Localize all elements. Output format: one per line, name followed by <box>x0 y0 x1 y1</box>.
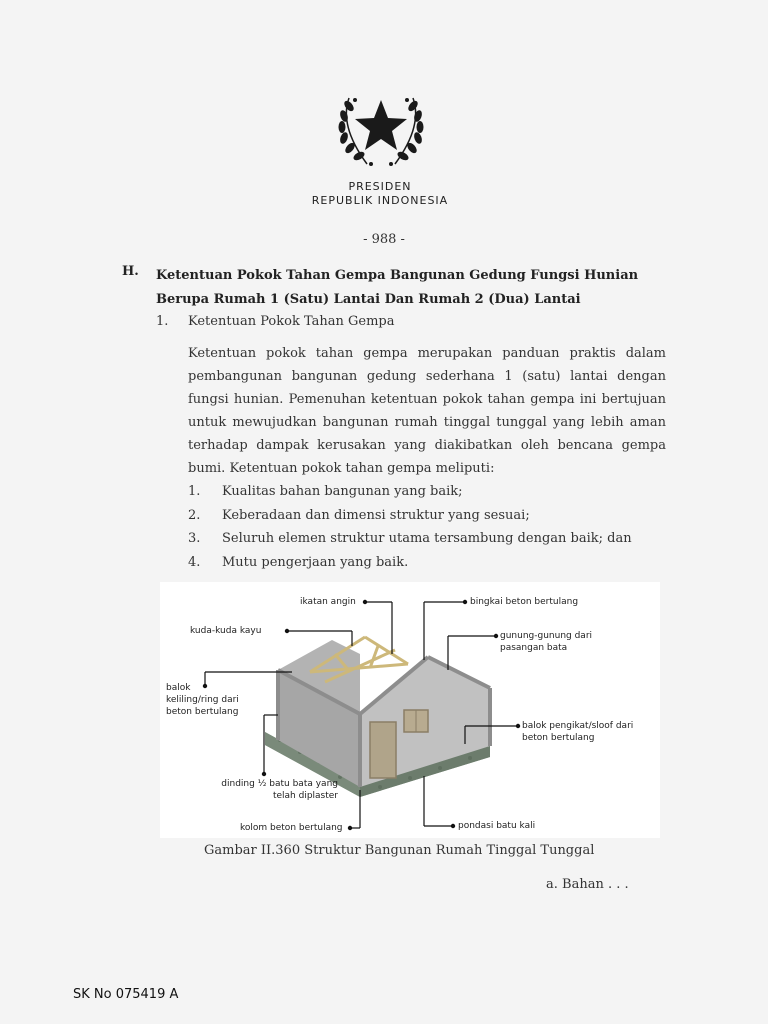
section-letter: H. <box>122 264 139 279</box>
list-item-text: Kualitas bahan bangunan yang baik; <box>222 484 463 499</box>
label-dinding-line-2: telah diplaster <box>272 791 338 801</box>
house-structure-figure <box>160 582 660 838</box>
list-item <box>188 551 668 575</box>
label-balok-keliling <box>166 682 239 718</box>
label-balok-line-1: balok <box>166 683 191 693</box>
label-balok-line-3: beton bertulang <box>166 707 239 717</box>
label-dinding-line-1: dinding ½ batu bata yang <box>221 779 338 789</box>
label-ikatan-angin: ikatan angin <box>300 597 356 607</box>
label-gunung-line-2: pasangan bata <box>500 643 568 653</box>
list-item <box>188 480 668 504</box>
body-paragraph: Ketentuan pokok tahan gempa merupakan panduan praktis dalam pembangunan bangunan gedung sederhana 1 (satu) lantai dengan fungsi hunian. Pemenuhan ketentuan pokok tahan gempa ini bertujuan untuk mewujudkan bangunan rumah tinggal tunggal yang lebih aman terhadap dampak kerusakan yang diakibatkan oleh bencana gempa bumi. Ketentuan pokok tahan gempa meliputi: <box>188 346 666 476</box>
label-kolom: kolom beton bertulang <box>240 823 343 833</box>
list-item-text: Seluruh elemen struktur utama tersambung dengan baik; dan <box>222 531 632 546</box>
figure-caption: Gambar II.360 Struktur Bangunan Rumah Tinggal Tunggal <box>204 843 595 858</box>
label-bingkai-beton: bingkai beton bertulang <box>470 597 579 607</box>
subsection-title: Ketentuan Pokok Tahan Gempa <box>188 314 395 329</box>
label-sloof-line-2: beton bertulang <box>522 733 595 743</box>
list-item-number: 4. <box>188 554 201 570</box>
label-kuda-kuda: kuda-kuda kayu <box>190 626 262 636</box>
label-pondasi: pondasi batu kali <box>458 821 536 831</box>
section-title: Ketentuan Pokok Tahan Gempa Bangunan Gedung Fungsi Hunian Berupa Rumah 1 (Satu) Lantai Dan Rumah 2 (Dua) Lantai <box>156 268 639 307</box>
subsection-number: 1. <box>156 314 169 329</box>
list-item-text: Mutu pengerjaan yang baik. <box>222 554 409 570</box>
page-number: - 988 - <box>363 232 405 247</box>
label-sloof <box>522 720 633 744</box>
label-sloof-line-1: balok pengikat/sloof dari <box>522 721 634 731</box>
list-item-number: 1. <box>188 484 201 499</box>
list-item-text: Keberadaan dan dimensi struktur yang sesuai; <box>222 507 530 523</box>
header-line-1: PRESIDEN <box>348 180 412 193</box>
label-balok-line-2: keliling/ring dari <box>166 695 239 705</box>
emblem-caption <box>290 180 470 208</box>
catchword: a. Bahan . . . <box>546 877 629 892</box>
requirements-list <box>188 480 668 574</box>
label-gunung-line-1: gunung-gunung dari <box>500 631 593 641</box>
list-item <box>188 504 668 528</box>
list-item <box>188 527 668 551</box>
label-dinding <box>208 778 338 802</box>
list-item-number: 2. <box>188 507 201 523</box>
footer-code: SK No 075419 A <box>73 987 179 1002</box>
header-line-2: REPUBLIK INDONESIA <box>311 194 449 207</box>
list-item-number: 3. <box>188 531 201 546</box>
label-gunung-gunung <box>500 630 592 654</box>
presidential-emblem-icon <box>333 78 429 174</box>
